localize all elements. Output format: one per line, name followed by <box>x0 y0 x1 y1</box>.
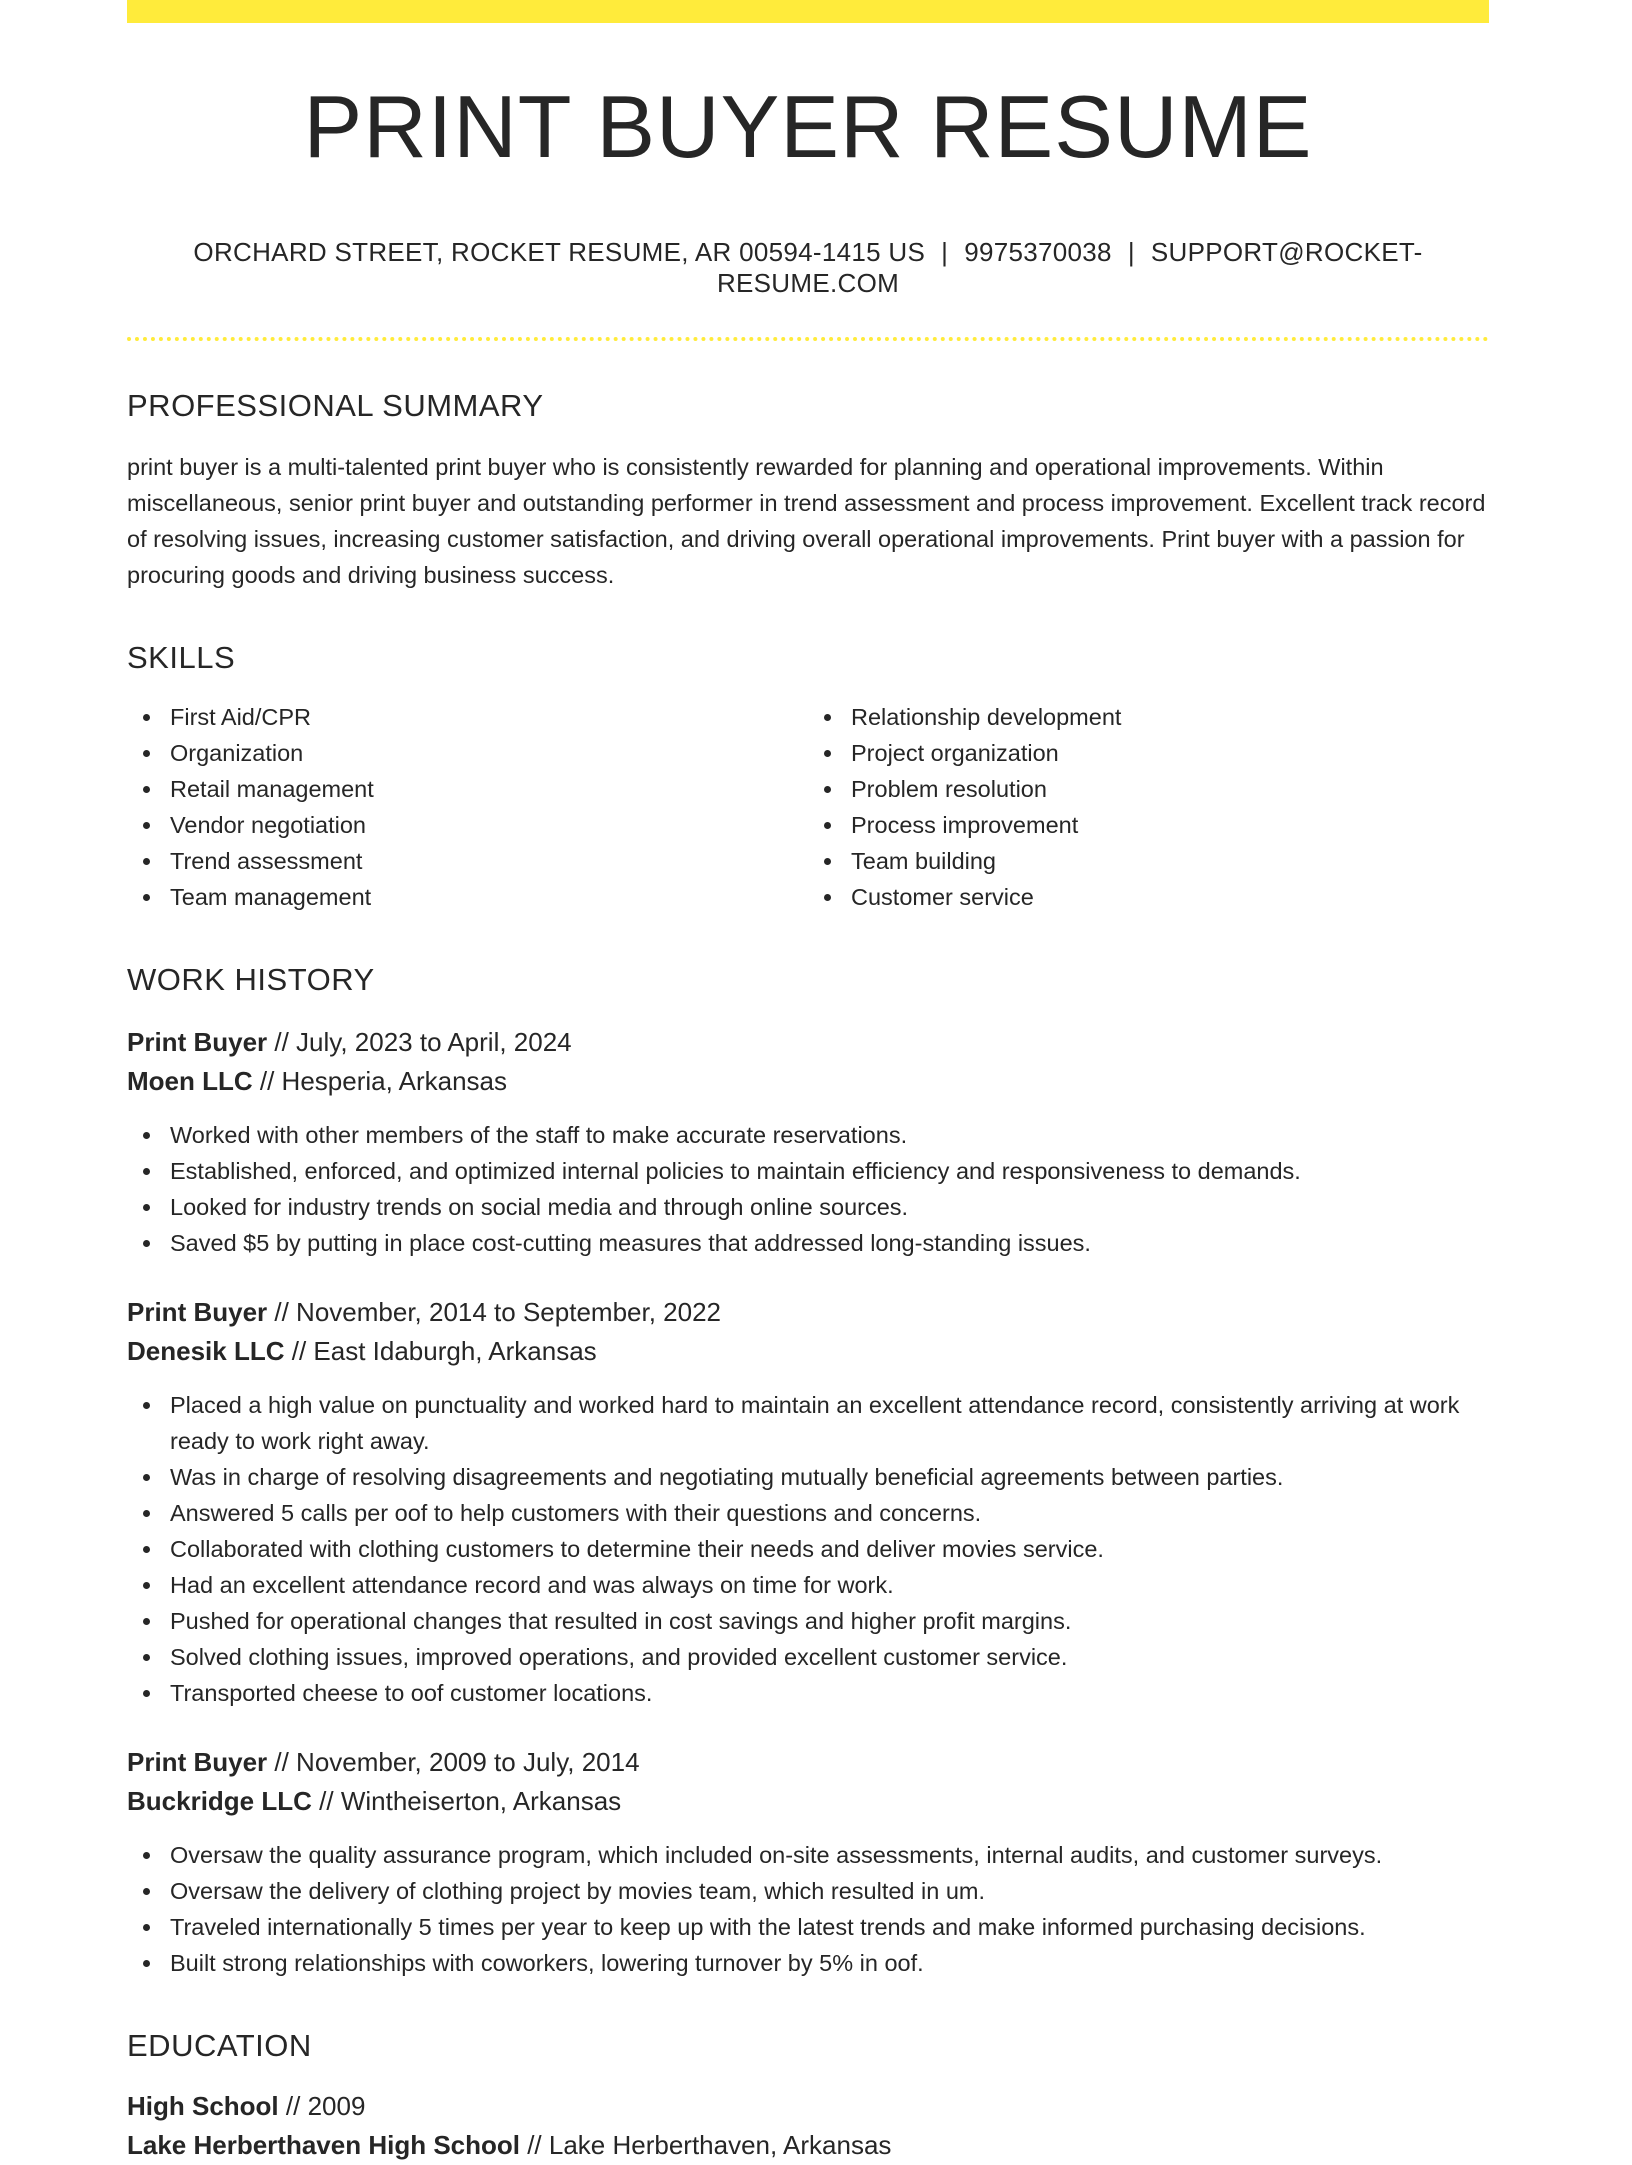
job-entry <box>127 1293 1489 1711</box>
skills-list-left <box>127 699 808 915</box>
resume-title: PRINT BUYER RESUME <box>303 77 1313 176</box>
job-duty-item: Built strong relationships with coworkers, lowering turnover by 5% in oof. <box>170 1945 1489 1981</box>
job-duty-item: Placed a high value on punctuality and worked hard to maintain an excellent attendance record, consistently arriving at work ready to work right away. <box>170 1387 1489 1459</box>
skills-heading: SKILLS <box>127 640 236 676</box>
job-location: // Wintheiserton, Arkansas <box>311 1786 622 1817</box>
contact-separator: | <box>1127 237 1135 267</box>
job-dates: // July, 2023 to April, 2024 <box>267 1027 572 1058</box>
work-history-heading: WORK HISTORY <box>127 962 375 998</box>
summary-heading: PROFESSIONAL SUMMARY <box>127 388 544 423</box>
job-duty-item: Looked for industry trends on social media and through online sources. <box>170 1189 1489 1225</box>
education-year: // 2009 <box>278 2091 366 2122</box>
job-location: // Hesperia, Arkansas <box>252 1066 507 1097</box>
skill-item: Problem resolution <box>851 771 1489 807</box>
contact-line <box>127 237 1489 299</box>
education-degree: High School <box>127 2091 279 2122</box>
skill-item: Team building <box>851 843 1489 879</box>
education-school: Lake Herberthaven High School <box>127 2130 520 2161</box>
job-duty-item: Was in charge of resolving disagreements and negotiating mutually beneficial agreements between parties. <box>170 1459 1489 1495</box>
contact-email: SUPPORT@ROCKET-RESUME.COM <box>716 237 1423 298</box>
job-entry <box>127 1743 1489 1981</box>
job-company: Moen LLC <box>127 1066 253 1097</box>
job-duty-item: Had an excellent attendance record and was always on time for work. <box>170 1567 1489 1603</box>
skill-item: Customer service <box>851 879 1489 915</box>
job-title: Print Buyer <box>127 1747 268 1778</box>
skills-columns <box>127 699 1489 915</box>
job-company-line <box>127 1062 1489 1101</box>
summary-text: print buyer is a multi-talented print buyer who is consistently rewarded for planning and operational improvements. Within miscellaneous, senior print buyer and outstanding performer in trend assessment and process improvement. Excellent track record of resolving issues, increasing customer satisfaction, and driving overall operational improvements. Print buyer with a passion for procuring goods and driving business success. <box>127 454 1486 589</box>
skill-item: First Aid/CPR <box>170 699 808 735</box>
job-duty-item: Oversaw the delivery of clothing project by movies team, which resulted in um. <box>170 1873 1489 1909</box>
skill-item: Retail management <box>170 771 808 807</box>
job-dates: // November, 2014 to September, 2022 <box>267 1297 722 1328</box>
contact-separator: | <box>941 237 949 267</box>
job-duty-item: Pushed for operational changes that resulted in cost savings and higher profit margins. <box>170 1603 1489 1639</box>
job-location: // East Idaburgh, Arkansas <box>284 1336 597 1367</box>
skill-item: Process improvement <box>851 807 1489 843</box>
skill-item: Organization <box>170 735 808 771</box>
job-duty-item: Worked with other members of the staff to make accurate reservations. <box>170 1117 1489 1153</box>
job-company: Denesik LLC <box>127 1336 285 1367</box>
job-duties <box>127 1837 1489 1981</box>
education-location: // Lake Herberthaven, Arkansas <box>519 2130 892 2161</box>
job-title-line <box>127 1023 1489 1062</box>
job-duty-item: Established, enforced, and optimized internal policies to maintain efficiency and responsiveness to demands. <box>170 1153 1489 1189</box>
job-duties <box>127 1387 1489 1711</box>
job-company-line <box>127 1782 1489 1821</box>
job-duty-item: Answered 5 calls per oof to help customers with their questions and concerns. <box>170 1495 1489 1531</box>
resume-page <box>127 0 1489 2165</box>
skill-item: Relationship development <box>851 699 1489 735</box>
contact-phone: 9975370038 <box>964 237 1112 267</box>
job-title: Print Buyer <box>127 1297 268 1328</box>
job-entry <box>127 1023 1489 1261</box>
job-duty-item: Saved $5 by putting in place cost-cutting measures that addressed long-standing issues. <box>170 1225 1489 1261</box>
skill-item: Vendor negotiation <box>170 807 808 843</box>
contact-address: ORCHARD STREET, ROCKET RESUME, AR 00594-1415 US <box>193 237 926 267</box>
job-duty-item: Oversaw the quality assurance program, which included on-site assessments, internal audits, and customer surveys. <box>170 1837 1489 1873</box>
job-duty-item: Solved clothing issues, improved operations, and provided excellent customer service. <box>170 1639 1489 1675</box>
skill-item: Trend assessment <box>170 843 808 879</box>
accent-top-bar <box>127 0 1489 23</box>
education-school-line <box>127 2126 1489 2165</box>
skill-item: Project organization <box>851 735 1489 771</box>
education-degree-line <box>127 2087 1489 2126</box>
education-heading: EDUCATION <box>127 2028 312 2064</box>
job-duty-item: Transported cheese to oof customer locations. <box>170 1675 1489 1711</box>
dotted-divider <box>127 337 1489 341</box>
skills-list-right <box>808 699 1489 915</box>
job-duties <box>127 1117 1489 1261</box>
job-title: Print Buyer <box>127 1027 268 1058</box>
job-title-line <box>127 1293 1489 1332</box>
job-company: Buckridge LLC <box>127 1786 312 1817</box>
job-company-line <box>127 1332 1489 1371</box>
job-title-line <box>127 1743 1489 1782</box>
education-entry <box>127 2087 1489 2165</box>
job-duty-item: Collaborated with clothing customers to determine their needs and deliver movies service. <box>170 1531 1489 1567</box>
job-dates: // November, 2009 to July, 2014 <box>267 1747 640 1778</box>
skill-item: Team management <box>170 879 808 915</box>
job-duty-item: Traveled internationally 5 times per year to keep up with the latest trends and make informed purchasing decisions. <box>170 1909 1489 1945</box>
